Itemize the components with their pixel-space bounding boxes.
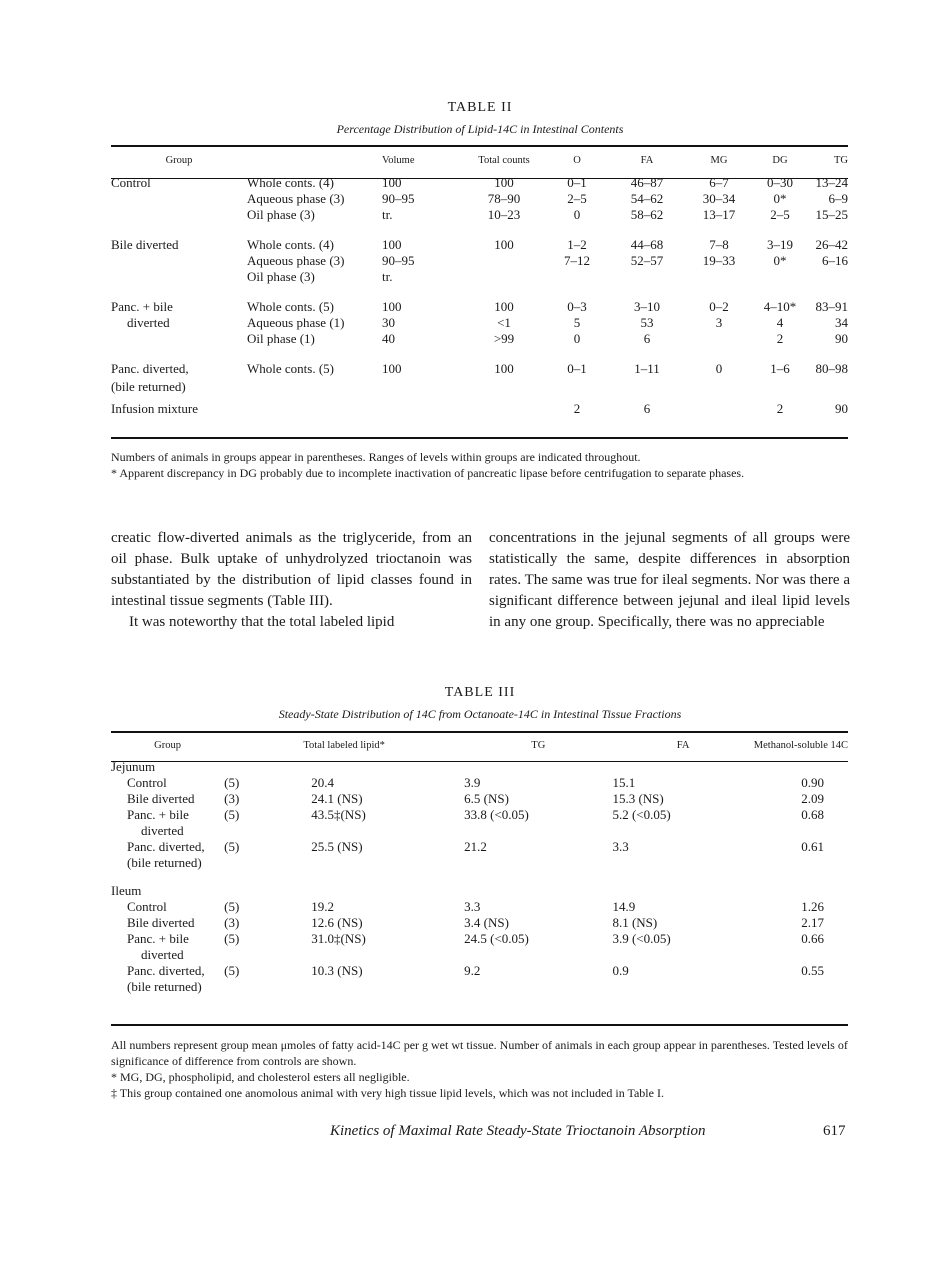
table2-bottom-rule <box>111 437 848 439</box>
table2-cell <box>688 331 750 347</box>
table3-cell-fa: 14.9 <box>612 899 636 914</box>
table3-row-n: (3) <box>224 791 240 806</box>
table3-empty <box>307 979 464 995</box>
table2-notes <box>111 449 851 481</box>
table2-group-label: Panc. + bile <box>111 299 173 314</box>
table2-cell: 0–3 <box>567 299 587 314</box>
table2-cell: 100 <box>382 361 402 376</box>
table3-row-cont <box>111 855 848 871</box>
table2-group-empty <box>111 253 247 269</box>
table3-row-n: (5) <box>224 839 240 854</box>
table3-row <box>111 915 848 931</box>
table3-row-n: (5) <box>224 963 240 978</box>
table3-row-label: Panc. diverted, <box>127 839 205 854</box>
table2-cell: Oil phase (3) <box>247 207 315 222</box>
table2-cell <box>382 401 460 417</box>
table3-header-tg: TG <box>531 740 546 751</box>
table3-cell-tg: 9.2 <box>464 963 481 978</box>
table2-cell <box>688 269 750 285</box>
table3-cell-tg: 21.2 <box>464 839 487 854</box>
table2-cell: 2 <box>776 401 784 416</box>
table2-cell <box>810 269 848 285</box>
table2-cell: 4 <box>776 315 784 330</box>
running-title: Kinetics of Maximal Rate Steady-State Trioctanoin Absorption <box>330 1123 706 1139</box>
table3-section-label: Jejunum <box>111 759 156 774</box>
table3-cell-fa: 8.1 (NS) <box>612 915 658 930</box>
table2-cell: 0* <box>773 191 787 206</box>
table3-row <box>111 899 848 915</box>
table3-empty <box>754 979 848 995</box>
table2-cell: 2–5 <box>770 207 790 222</box>
table3-row-label-cont: diverted <box>141 823 184 838</box>
table2-cell: 4–10* <box>763 299 797 314</box>
table2-group-gap <box>111 347 848 361</box>
table3-row-label: Bile diverted <box>127 915 195 930</box>
table2-cell: 90–95 <box>382 191 415 206</box>
table3-row-n: (5) <box>224 775 240 790</box>
table2-cell <box>750 269 810 285</box>
table2-cell <box>548 269 606 285</box>
table3-cell-ms: 0.61 <box>801 839 824 854</box>
table3-row <box>111 839 848 855</box>
table2-cell: tr. <box>382 207 393 222</box>
table3-cell-tll: 43.5‡(NS) <box>311 807 366 822</box>
table2-header-cell: TG <box>834 155 848 166</box>
table3-cell-tll: 20.4 <box>311 775 335 790</box>
table3-section-gap <box>111 871 848 883</box>
table3-header-ms: Methanol-soluble 14C <box>753 740 848 751</box>
table2-cell: 19–33 <box>702 253 736 268</box>
table2-cell: <1 <box>497 315 511 330</box>
table2-cell: Whole conts. (4) <box>247 237 335 252</box>
table2-cell <box>688 401 750 417</box>
table2-cell: 6 <box>643 401 651 416</box>
table2-cell: Whole conts. (5) <box>247 299 335 314</box>
table2-cell: 0 <box>573 207 581 222</box>
table3-row-label: Bile diverted <box>127 791 195 806</box>
table3-section-label: Ileum <box>111 883 142 898</box>
table2-cell: 2 <box>573 401 581 416</box>
table2-group-label: Bile diverted <box>111 237 179 252</box>
table3-empty <box>612 855 753 871</box>
table2-cell: 44–68 <box>630 237 664 252</box>
table2-row <box>111 207 848 223</box>
table2-cell: 34 <box>835 315 848 330</box>
table2-header-cell: MG <box>710 155 728 166</box>
table3-cell-tll: 19.2 <box>311 899 335 914</box>
table2-cell <box>460 253 548 269</box>
table2-cell: 3 <box>715 315 723 330</box>
table2-cell: 1–6 <box>770 361 790 376</box>
table2-cell: 3–19 <box>767 237 793 252</box>
table3-cell-fa: 15.1 <box>612 775 636 790</box>
table2-row <box>111 269 848 285</box>
table2-cell: Aqueous phase (3) <box>247 191 345 206</box>
table2-row <box>111 361 848 377</box>
table2-cell: 0–30 <box>767 175 793 190</box>
table2-cell: 54–62 <box>630 191 664 206</box>
table3-cell-fa: 3.3 <box>612 839 629 854</box>
table3-empty <box>754 823 848 839</box>
table3-row <box>111 791 848 807</box>
table2-cell <box>460 269 548 285</box>
table2-cell: 53 <box>640 315 654 330</box>
table2-row <box>111 253 848 269</box>
table3-row-cont <box>111 947 848 963</box>
table2-cell: 30–34 <box>702 191 736 206</box>
table3-cell-tll: 31.0‡(NS) <box>311 931 366 946</box>
table2-cell: 0 <box>715 361 723 376</box>
table2-header-cell: FA <box>640 155 654 166</box>
body-left-paragraph-1: creatic flow-diverted animals as the triglyceride, from an oil phase. Bulk uptake of unhydrolyzed trioctanoin was substantiated by the distribution of lipid classes found in intestinal tissue segments (Table III). <box>111 530 472 609</box>
table3-cell-tg: 24.5 (<0.05) <box>464 931 529 946</box>
table2-header-cell: Volume <box>382 155 415 166</box>
table2-header-cell: Group <box>165 155 193 166</box>
table3-row <box>111 931 848 947</box>
table2-cell: 46–87 <box>630 175 664 190</box>
table3-row-n: (5) <box>224 899 240 914</box>
table2-cell: 30 <box>382 315 395 330</box>
table2-cell: 13–17 <box>702 207 736 222</box>
table2-title: Percentage Distribution of Lipid-14C in Intestinal Contents <box>336 122 624 136</box>
table3-empty <box>754 855 848 871</box>
table3-row-label: Panc. + bile <box>127 931 189 946</box>
table2-header-cell: DG <box>772 155 788 166</box>
table3-row-label-cont: diverted <box>141 947 184 962</box>
table2-cell: 6–9 <box>828 191 848 206</box>
table2-cell: 1–2 <box>567 237 587 252</box>
table2-row <box>111 331 848 347</box>
table2-cell: 13–24 <box>815 175 848 190</box>
table2-group-label: Infusion mixture <box>111 401 199 416</box>
table2-note-2: * Apparent discrepancy in DG probably due to incomplete inactivation of pancreatic lipase before centrifugation to separate phases. <box>111 466 745 480</box>
table3-notes <box>111 1037 851 1101</box>
table2-group-empty <box>111 207 247 223</box>
table3-empty <box>464 979 612 995</box>
table3-cell-ms: 0.90 <box>801 775 824 790</box>
table2-cell: 90 <box>835 401 848 416</box>
table2-cell: 100 <box>382 299 402 314</box>
table2-cell <box>247 401 382 417</box>
table2-cell: 6–7 <box>709 175 729 190</box>
table3-cell-tll: 10.3 (NS) <box>311 963 363 978</box>
table2-header-cell <box>247 152 382 170</box>
table2-cell: Whole conts. (4) <box>247 175 335 190</box>
table3-cell-tg: 33.8 (<0.05) <box>464 807 529 822</box>
table2-cell: 40 <box>382 331 395 346</box>
table3-empty <box>612 947 753 963</box>
table2-cell: 80–98 <box>815 361 848 376</box>
table2-row <box>111 315 848 331</box>
table2 <box>111 152 848 417</box>
table2-note-1: Numbers of animals in groups appear in parentheses. Ranges of levels within groups are indicated throughout. <box>111 450 641 464</box>
table2-cell: 100 <box>382 237 402 252</box>
table3-title: Steady-State Distribution of 14C from Octanoate-14C in Intestinal Tissue Fractions <box>278 707 682 721</box>
table2-cell: 6–16 <box>822 253 848 268</box>
table3-cell-fa: 15.3 (NS) <box>612 791 664 806</box>
table3-cell-fa: 5.2 (<0.05) <box>612 807 671 822</box>
table3-cell-fa: 3.9 (<0.05) <box>612 931 671 946</box>
table3-cell-tg: 6.5 (NS) <box>464 791 509 806</box>
table2-row <box>111 299 848 315</box>
table2-cell: Aqueous phase (1) <box>247 315 345 330</box>
table2-cell: 83–91 <box>815 299 848 314</box>
table3-note-3: ‡ This group contained one anomolous animal with very high tissue lipid levels, which was not included in Table I. <box>111 1086 664 1100</box>
table2-header-cell: Total counts <box>478 155 530 166</box>
table3-row-label-cont: (bile returned) <box>127 855 202 870</box>
table2-cell: 7–8 <box>709 237 729 252</box>
table3-row-cont <box>111 823 848 839</box>
table2-cell: Oil phase (3) <box>247 269 315 284</box>
table3-empty <box>307 823 464 839</box>
table2-header-row <box>111 152 848 170</box>
table2-group-label: Panc. diverted, <box>111 361 189 376</box>
table2-cell: 10–23 <box>487 207 521 222</box>
table3-empty <box>464 823 612 839</box>
body-right-column <box>489 528 850 633</box>
table3-cell-ms: 2.17 <box>801 915 824 930</box>
table2-cell: Aqueous phase (3) <box>247 253 345 268</box>
table3-cell-ms: 1.26 <box>801 899 824 914</box>
body-right-paragraph: concentrations in the jejunal segments of all groups were statistically the same, despite differences in absorption rates. The same was true for ileal segments. Nor was there a significant difference between jejunal and ileal lipid levels in any one group. Specifically, there was no appreciable <box>489 530 850 630</box>
table2-cell: Whole conts. (5) <box>247 361 335 376</box>
table3-cell-tg: 3.4 (NS) <box>464 915 509 930</box>
table3-empty <box>754 947 848 963</box>
table2-row <box>111 401 848 417</box>
body-left-column <box>111 528 472 633</box>
table2-cell: 1–11 <box>634 361 660 376</box>
table2-cell: >99 <box>493 331 515 346</box>
table3-cell-ms: 0.68 <box>801 807 824 822</box>
table3-row-n: (5) <box>224 931 240 946</box>
table3-row-label: Control <box>127 775 167 790</box>
table2-row <box>111 175 848 191</box>
table3-bottom-rule <box>111 1024 848 1026</box>
table3-section-row <box>111 759 848 775</box>
table3-cell-ms: 0.66 <box>801 931 824 946</box>
table2-cell: 15–25 <box>815 207 848 222</box>
table2-cell: 58–62 <box>630 207 664 222</box>
table3-empty <box>307 947 464 963</box>
table2-cell <box>606 269 688 285</box>
table2-cell: 5 <box>573 315 581 330</box>
table3-cell-ms: 0.55 <box>801 963 824 978</box>
table3-note-1: All numbers represent group mean μmoles of fatty acid-14C per g wet wt tissue. Number of animals in each group appear in parentheses. Tested levels of significance of difference from controls are shown. <box>111 1038 848 1068</box>
table2-cell: 2 <box>776 331 784 346</box>
table2-row <box>111 191 848 207</box>
table2-top-rule <box>111 145 848 147</box>
table2-row <box>111 237 848 253</box>
table2-cell: 100 <box>494 175 514 190</box>
table2-cell: 100 <box>494 237 514 252</box>
table2-cell: 0–2 <box>709 299 729 314</box>
table3-cell-tg: 3.9 <box>464 775 481 790</box>
table3-row-n: (5) <box>224 807 240 822</box>
table2-group-label: Control <box>111 175 151 190</box>
table2-cell: 52–57 <box>630 253 664 268</box>
table2-cell: 100 <box>494 361 514 376</box>
table2-group-empty <box>111 191 247 207</box>
table2-group-label-cont: (bile returned) <box>111 379 186 394</box>
table2-cell: 2–5 <box>567 191 587 206</box>
table3-section-row <box>111 883 848 899</box>
table3-row-n: (3) <box>224 915 240 930</box>
table2-cell: 3–10 <box>634 299 660 314</box>
table3-row-label-cont: (bile returned) <box>127 979 202 994</box>
table3-cell-tll: 12.6 (NS) <box>311 915 363 930</box>
table2-cell: 0* <box>773 253 787 268</box>
table3-caption: TABLE III <box>444 685 516 700</box>
table3-empty <box>464 855 612 871</box>
table3-empty <box>464 947 612 963</box>
table3-cell-tll: 25.5 (NS) <box>311 839 363 854</box>
table3-row-label: Panc. + bile <box>127 807 189 822</box>
table2-group-label-cont: diverted <box>127 315 170 330</box>
table2-header-cell: O <box>573 155 581 166</box>
table3-row-label: Panc. diverted, <box>127 963 205 978</box>
table2-cell: 26–42 <box>815 237 848 252</box>
table3 <box>111 737 848 995</box>
table2-group-empty <box>111 331 247 347</box>
table3-cell-fa: 0.9 <box>612 963 629 978</box>
page-number: 617 <box>823 1123 846 1139</box>
table3-row-cont <box>111 979 848 995</box>
table3-header-group: Group <box>154 740 181 751</box>
table3-note-2: * MG, DG, phospholipid, and cholesterol esters all negligible. <box>111 1070 410 1084</box>
table3-cell-tll: 24.1 (NS) <box>311 791 363 806</box>
table3-header-row <box>111 737 848 755</box>
table3-header-tll: Total labeled lipid* <box>303 740 385 751</box>
table2-caption: TABLE II <box>447 100 513 115</box>
table3-row-label: Control <box>127 899 167 914</box>
table3-empty <box>612 823 753 839</box>
table2-cell: tr. <box>382 269 393 284</box>
table2-cell: 0–1 <box>567 175 587 190</box>
table2-row <box>111 379 848 395</box>
table2-cell: 90–95 <box>382 253 415 268</box>
table3-cell-ms: 2.09 <box>801 791 824 806</box>
table2-group-gap <box>111 223 848 237</box>
table2-cell: 90 <box>835 331 848 346</box>
table2-cell: 78–90 <box>487 191 521 206</box>
table3-empty <box>612 979 753 995</box>
table2-cell: 0 <box>573 331 581 346</box>
table3-header-fa: FA <box>676 740 690 751</box>
table3-row <box>111 775 848 791</box>
table3-row <box>111 963 848 979</box>
table3-cell-tg: 3.3 <box>464 899 481 914</box>
table2-cell: 7–12 <box>564 253 590 268</box>
table3-empty <box>307 855 464 871</box>
table2-cell: Oil phase (1) <box>247 331 315 346</box>
table2-cell: 100 <box>494 299 514 314</box>
table2-group-empty <box>111 269 247 285</box>
table2-cell: 0–1 <box>567 361 587 376</box>
table2-cell: 6 <box>643 331 651 346</box>
table3-row <box>111 807 848 823</box>
table2-group-gap <box>111 285 848 299</box>
table2-cell: 100 <box>382 175 402 190</box>
table2-cell <box>460 401 548 417</box>
table3-top-rule <box>111 731 848 733</box>
body-left-paragraph-2: It was noteworthy that the total labeled lipid <box>129 614 395 630</box>
